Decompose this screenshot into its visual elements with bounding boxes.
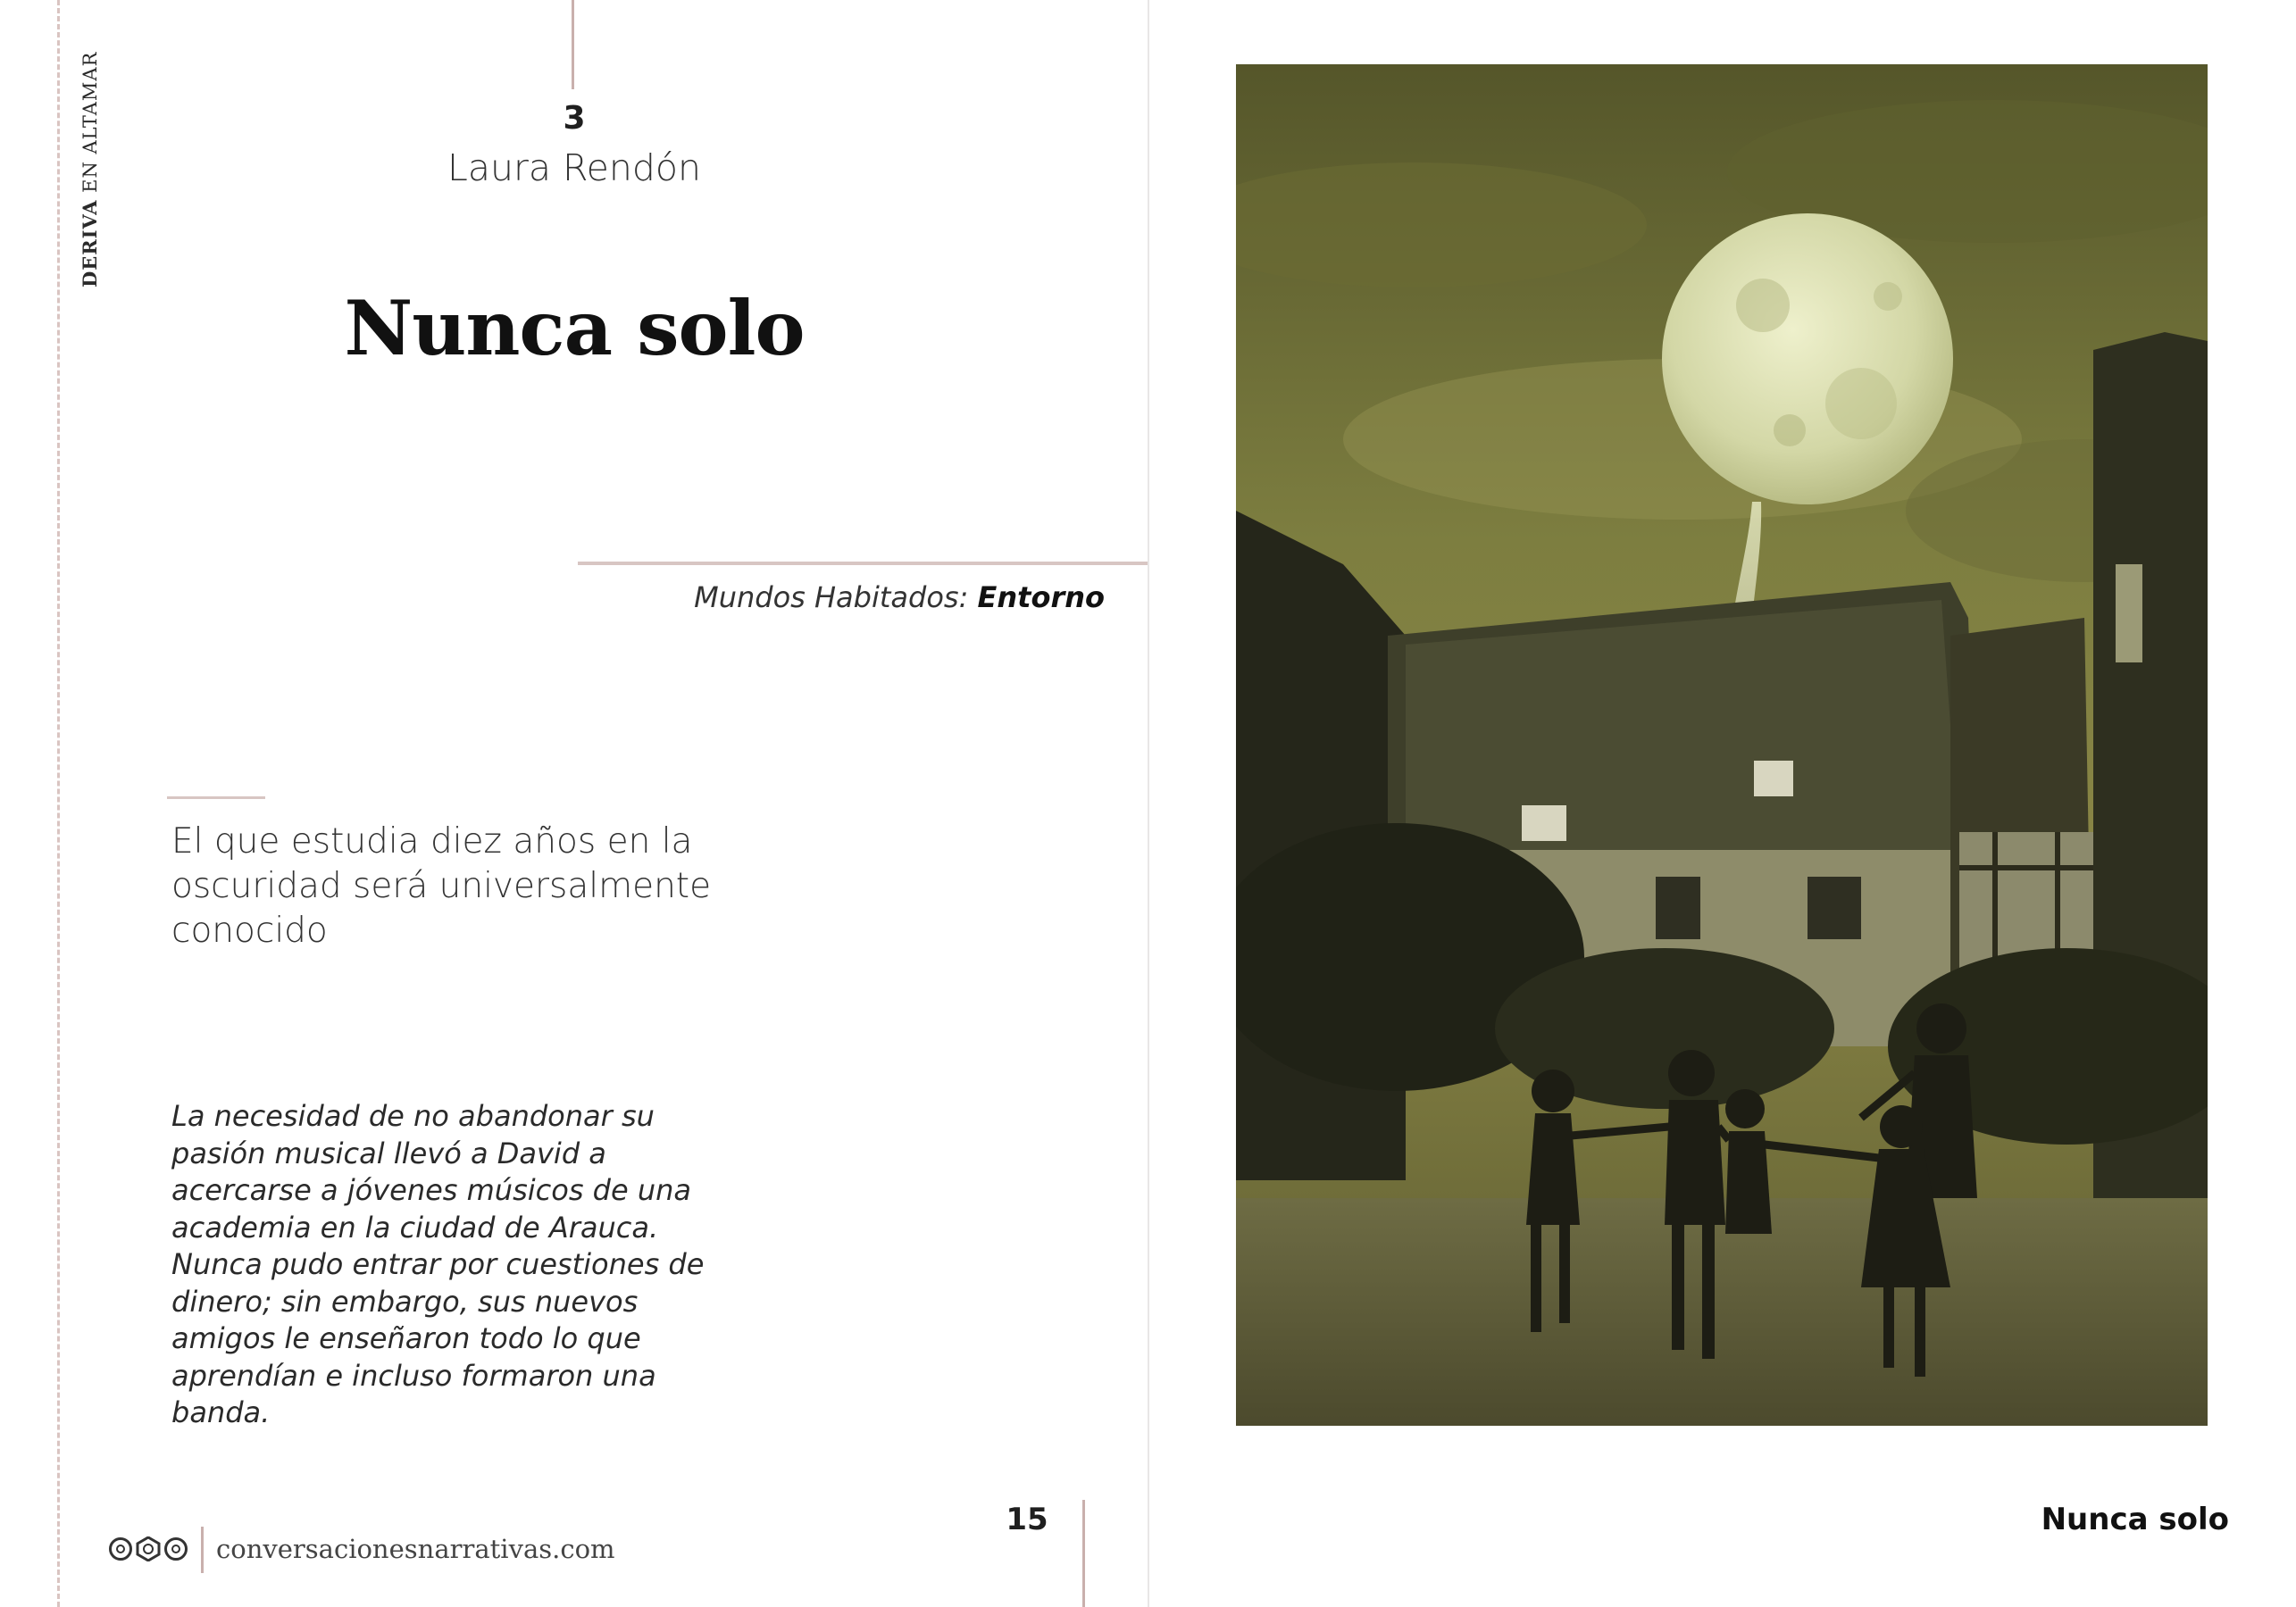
three-rings-logo-icon	[109, 1534, 188, 1564]
ring-icon	[164, 1537, 188, 1561]
section-value: Entorno	[977, 580, 1105, 614]
margin-dashed-rule	[57, 0, 60, 1607]
author-name: Laura Rendón	[447, 146, 701, 189]
page-number: 15	[1006, 1502, 1048, 1537]
ring-icon	[109, 1537, 132, 1561]
moon-children-illustration	[1236, 64, 2208, 1426]
section-rule	[578, 562, 1148, 565]
epigraph-quote: El que estudia diez años en la oscuridad será universalmente conocido	[171, 821, 712, 951]
page-number-rule	[1082, 1500, 1085, 1607]
story-title: Nunca solo	[344, 284, 805, 372]
right-page-title: Nunca solo	[2041, 1502, 2229, 1537]
page-gutter	[1148, 0, 1149, 1607]
story-summary: La necesidad de no abandonar su pasión musical llevó a David a acercarse a jóvenes músicos de una academia en la ciudad de Arauca. Nunca pudo entrar por cuestiones de dinero; sin embargo, sus nuevos amigos le enseñaron todo lo que aprendían e incluso formaron una banda.	[171, 1099, 705, 1429]
quote-rule	[167, 796, 265, 799]
section-label: Mundos Habitados: Entorno	[694, 580, 1105, 614]
footer-separator	[201, 1527, 204, 1573]
illustration-graphic	[1236, 64, 2208, 1426]
hex-icon	[136, 1536, 161, 1561]
top-rule	[572, 0, 574, 89]
running-title: DERIVA EN ALTAMAR	[79, 51, 101, 287]
chapter-number: 3	[563, 100, 586, 137]
site-url[interactable]: conversacionesnarrativas.com	[216, 1534, 615, 1564]
